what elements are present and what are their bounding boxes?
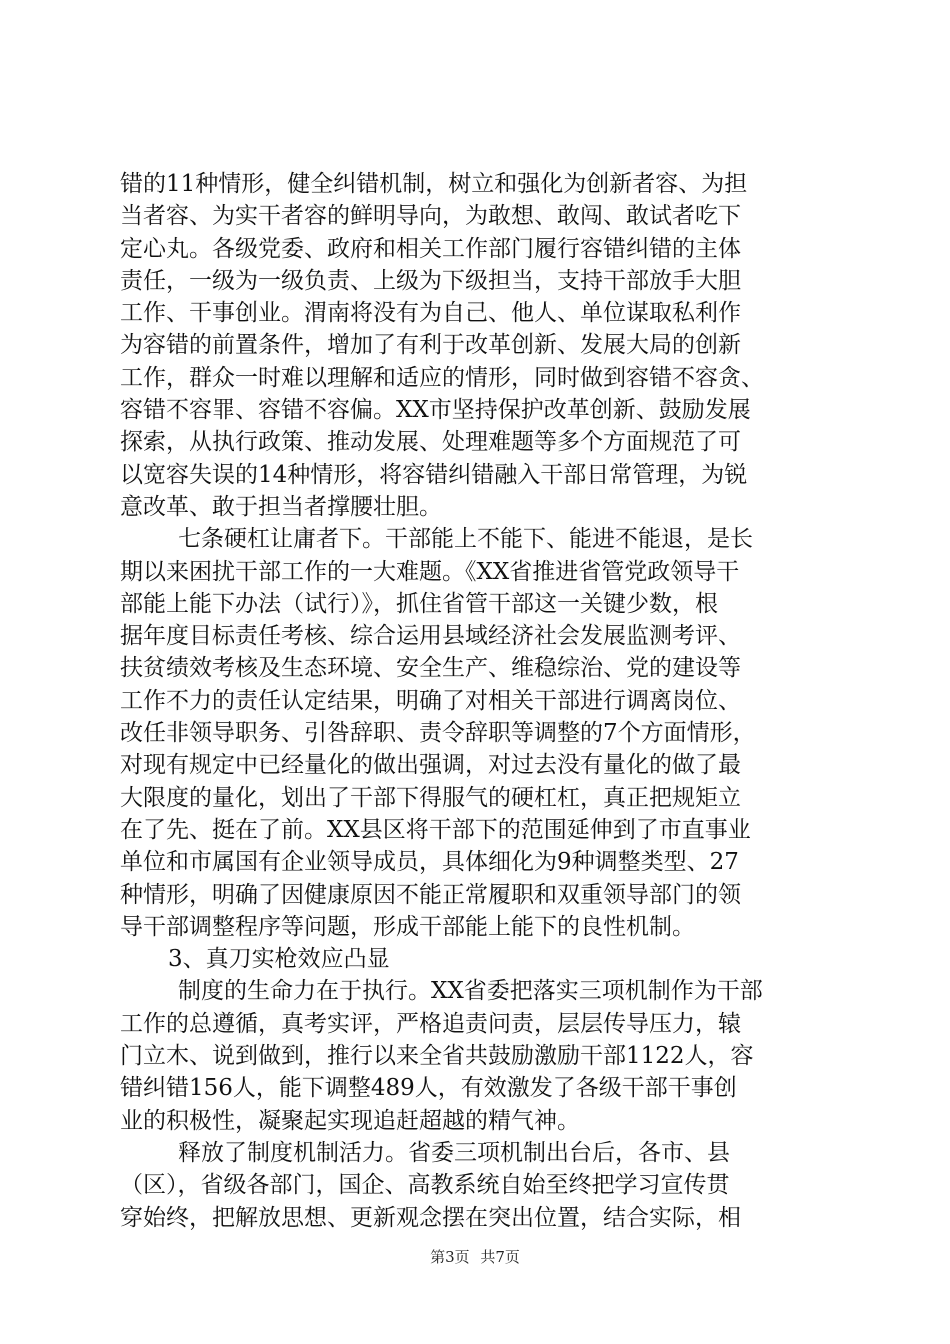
paragraph-start-line: 释放了制度机制活力。省委三项机制出台后，各市、县 <box>178 1139 730 1166</box>
page-total: 共7页 <box>480 1248 520 1266</box>
text-line: 对现有规定中已经量化的做出强调，对过去没有量化的做了最 <box>120 752 741 779</box>
text-line: 单位和市属国有企业领导成员，具体细化为9种调整类型、27 <box>120 849 739 876</box>
text-line: 种情形，明确了因健康原因不能正常履职和双重领导部门的领 <box>120 881 741 908</box>
page-number: 第3页 <box>430 1248 470 1266</box>
text-line: 为容错的前置条件，增加了有利于改革创新、发展大局的创新 <box>120 332 741 359</box>
text-line: 导干部调整程序等问题，形成干部能上能下的良性机制。 <box>120 913 695 940</box>
body-text <box>120 168 832 1234</box>
text-line: 业的积极性，凝聚起实现追赶超越的精气神。 <box>120 1107 580 1134</box>
text-line: 期以来困扰干部工作的一大难题。《XX省推进省管党政领导干 <box>120 558 740 585</box>
text-line: 部能上能下办法（试行）》，抓住省管干部这一关键少数，根 <box>120 590 718 617</box>
text-line: 错的11种情形，健全纠错机制，树立和强化为创新者容、为担 <box>120 171 748 197</box>
text-line: 工作，群众一时难以理解和适应的情形，同时做到容错不容贪、 <box>120 364 764 391</box>
text-line: 探索，从执行政策、推动发展、处理难题等多个方面规范了可 <box>120 429 741 456</box>
text-line: 以宽容失误的14种情形，将容错纠错融入干部日常管理，为锐 <box>120 461 748 488</box>
text-line: 容错不容罪、容错不容偏。XX市坚持保护改革创新、鼓励发展 <box>120 397 751 424</box>
text-line: 工作、干事创业。渭南将没有为自己、他人、单位谋取私利作 <box>120 300 741 327</box>
text-line: 工作不力的责任认定结果，明确了对相关干部进行调离岗位、 <box>120 687 741 714</box>
text-line: 意改革、敢于担当者撑腰壮胆。 <box>120 493 442 520</box>
page-footer <box>0 1247 950 1267</box>
text-line: 改任非领导职务、引咎辞职、责令辞职等调整的7个方面情形， <box>120 720 756 747</box>
paragraph-start-line: 制度的生命力在于执行。XX省委把落实三项机制作为干部 <box>178 978 763 1005</box>
text-line: 当者容、为实干者容的鲜明导向，为敢想、敢闯、敢试者吃下 <box>120 203 741 230</box>
text-line: 定心丸。各级党委、政府和相关工作部门履行容错纠错的主体 <box>120 235 741 262</box>
text-line: （区），省级各部门，国企、高教系统自始至终把学习宣传贯 <box>120 1172 730 1199</box>
section-heading: 3、真刀实枪效应凸显 <box>168 946 390 973</box>
text-line: 工作的总遵循，真考实评，严格追责问责，层层传导压力，辕 <box>120 1010 741 1037</box>
paragraph-start-line: 七条硬杠让庸者下。干部能上不能下、能进不能退，是长 <box>178 526 753 553</box>
text-line: 穿始终，把解放思想、更新观念摆在突出位置，结合实际，相 <box>120 1204 741 1231</box>
text-line: 在了先、挺在了前。XX县区将干部下的范围延伸到了市直事业 <box>120 816 751 843</box>
text-line: 责任，一级为一级负责、上级为下级担当，支持干部放手大胆 <box>120 267 741 294</box>
text-line: 门立木、说到做到，推行以来全省共鼓励激励干部1122人，容 <box>120 1043 754 1070</box>
text-line: 扶贫绩效考核及生态环境、安全生产、维稳综治、党的建设等 <box>120 655 741 682</box>
text-line: 大限度的量化，划出了干部下得服气的硬杠杠，真正把规矩立 <box>120 784 741 811</box>
text-line: 错纠错156人，能下调整489人，有效激发了各级干部干事创 <box>120 1075 737 1102</box>
text-line: 据年度目标责任考核、综合运用县域经济社会发展监测考评、 <box>120 623 741 650</box>
